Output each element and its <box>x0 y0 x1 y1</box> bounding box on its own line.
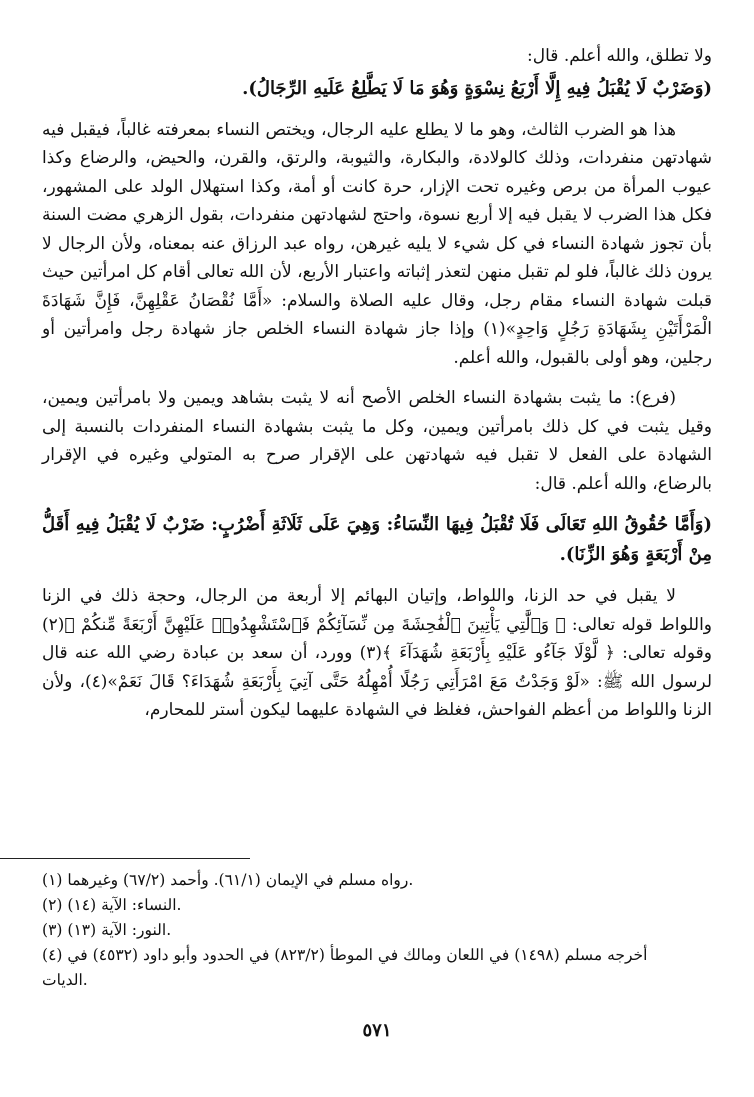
matn-text-1: (وَضَرْبٌ لَا يُقْبَلُ فِيهِ إِلَّا أَرْبَعُ نِسْوَةٍ وَهُوَ مَا لَا يَطَّلِعُ عَلَيهِ الرِّجَالُ). <box>242 77 712 99</box>
intro-line: ولا تطلق، والله أعلم. قال: <box>527 46 712 66</box>
footnote-1: (١) رواه مسلم في الإيمان (٦١/١). وأحمد (٦٧/٢) وغيرهما. <box>42 871 414 889</box>
footnote-divider <box>0 858 250 859</box>
footnote-2: (٢) النساء: الآية (١٤). <box>42 896 182 914</box>
page-number: ٥٧١ <box>362 1020 392 1041</box>
footnote-4: (٤) أخرجه مسلم (١٤٩٨) في اللعان ومالك في الموطأ (٨٢٣/٢) في الحدود وأبو داود (٤٥٣٢) في الديات. <box>42 946 648 989</box>
matn-text-2: (وَأَمَّا حُقُوقُ اللهِ تَعَالَى فَلَا تُقْبَلُ فِيهَا النِّسَاءُ: وَهِيَ عَلَى ثَلَاثَةِ أَضْرُبٍ: ضَرْبٌ لَا يُقْبَلُ فِيهِ أَقَلُّ مِنْ أَرْبَعَةٍ وَهُوَ الزِّنَا). <box>42 514 712 565</box>
commentary-paragraph-1: هذا هو الضرب الثالث، وهو ما لا يطلع عليه الرجال، ويختص النساء بمعرفته غالباً، فيقبل فيه شهادتهن منفردات، وذلك كالولادة، والبكارة، والثيوبة، والرتق، والقرن، والحيض، والرضاع وكذا عيوب المرأة من برص وغيره تحت الإزار، حرة كانت أو أمة، وكذا استهلال الولد على المشهور، فكل هذا الضرب لا يقبل فيه إلا أربع نسوة، واحتج لشهادتهن منفردات، بقول الزهري مضت السنة بأن تجوز شهادة النساء في كل شيء لا يليه غيرهن، رواه عبد الرزاق عنه بمعناه، ولأن الرجال لا يرون ذلك غالباً، فلو لم تقبل منهن لتعذر إثباته واعتبار الأربع، لأن الله تعالى أقام كل امرأتين حيث قبلت شهادة النساء مقام رجل، وقال عليه الصلاة والسلام: «أَمَّا نُقْصَانُ عَقْلِهِنَّ، فَإِنَّ شَهَادَةَ الْمَرْأَتَيْنِ بِشَهَادَةِ رَجُلٍ وَاحِدٍ»(١) وإذا جاز شهادة النساء الخلص جاز شهادة رجل وامرأتين أو رجلين، وهو أولى بالقبول، والله أعلم. <box>42 119 713 368</box>
footnote-3: (٣) النور: الآية (١٣). <box>42 921 172 939</box>
footnotes <box>42 868 696 993</box>
commentary-paragraph-2: (فرع): ما يثبت بشهادة النساء الخلص الأصح أنه لا يثبت بشاهد ويمين ولا بامرأتين ويمين، وقيل يثبت في كل ذلك بامرأتين ويمين، وكل ما يثبت بشهادة النساء المنفردات بالنسبة إلى الشهادة على الفعل لا تقبل فيه شهادتهن على الإقرار صرح به المتولي وغيره في الإقرار بالرضاع، والله أعلم. قال: <box>42 388 712 494</box>
commentary-paragraph-3: لا يقبل في حد الزنا، واللواط، وإتيان البهائم إلا أربعة من الرجال، وحجة ذلك في الزنا واللواط قوله تعالى: ﴿ وَٱلَّٰتِي يَأْتِينَ ٱلْفَٰحِشَةَ مِن نِّسَآئِكُمْ فَٱسْتَشْهِدُوا۟ عَلَيْهِنَّ أَرْبَعَةً مِّنكُمْ ﴾(٢) وقوله تعالى: ﴿ لَّوْلَا جَآءُو عَلَيْهِ بِأَرْبَعَةِ شُهَدَآءَ ﴾(٣) وورد، أن سعد بن عبادة رضي الله عنه قال لرسول الله ﷺ: «لَوْ وَجَدْتُ مَعَ امْرَأَتِي رَجُلًا أُمْهِلُهُ حَتَّى آتِيَ بِأَرْبَعَةِ شُهَدَاءَ؟ قَالَ نَعَمْ»(٤)، ولأن الزنا واللواط من أعظم الفواحش، فغلظ في الشهادة عليهما ليكون أستر للمحارم، <box>42 586 712 720</box>
